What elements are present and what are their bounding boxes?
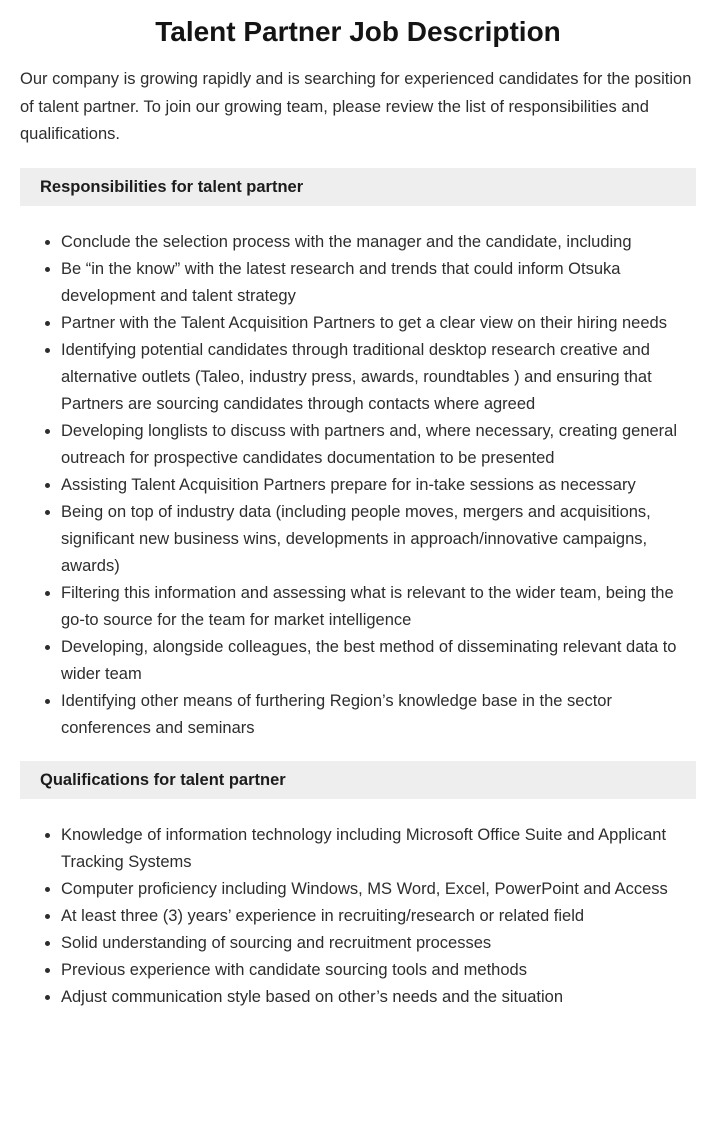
responsibility-item: • Being on top of industry data (including people moves, mergers and acquisitions, significant new business wins, developments in approach/innovative campaigns, awards) [61,499,696,580]
intro-paragraph: Our company is growing rapidly and is searching for experienced candidates for the position of talent partner. To join our growing team, please review the list of responsibilities and qualifications. [20,70,692,143]
qualification-item: • Solid understanding of sourcing and recruitment processes [61,930,696,957]
qualifications-list [20,822,696,1011]
qualification-item: • Adjust communication style based on other’s needs and the situation [61,984,696,1011]
section-header-responsibilities: Responsibilities for talent partner [20,168,696,206]
qualification-item: • At least three (3) years’ experience in recruiting/research or related field [61,903,696,930]
responsibilities-list [20,229,696,742]
qualification-item: • Previous experience with candidate sourcing tools and methods [61,957,696,984]
responsibility-item: • Filtering this information and assessing what is relevant to the wider team, being the go-to source for the team for market intelligence [61,580,696,634]
page-title: Talent Partner Job Description [155,16,561,47]
responsibility-item: • Identifying other means of furthering Region’s knowledge base in the sector conferences and seminars [61,688,696,742]
qualification-item: • Computer proficiency including Windows, MS Word, Excel, PowerPoint and Access [61,876,696,903]
responsibility-item: • Developing, alongside colleagues, the best method of disseminating relevant data to wider team [61,634,696,688]
responsibility-item: • Identifying potential candidates through traditional desktop research creative and alternative outlets (Taleo, industry press, awards, roundtables ) and ensuring that Partners are sourcing candidates through contacts where agreed [61,337,696,418]
responsibility-item: • Conclude the selection process with the manager and the candidate, including [61,229,696,256]
responsibility-item: • Be “in the know” with the latest research and trends that could inform Otsuka development and talent strategy [61,256,696,310]
responsibility-item: • Developing longlists to discuss with partners and, where necessary, creating general outreach for prospective candidates documentation to be presented [61,418,696,472]
responsibility-item: • Assisting Talent Acquisition Partners prepare for in-take sessions as necessary [61,472,696,499]
qualification-item: • Knowledge of information technology including Microsoft Office Suite and Applicant Tracking Systems [61,822,696,876]
section-header-qualifications: Qualifications for talent partner [20,761,696,799]
responsibility-item: • Partner with the Talent Acquisition Partners to get a clear view on their hiring needs [61,310,696,337]
